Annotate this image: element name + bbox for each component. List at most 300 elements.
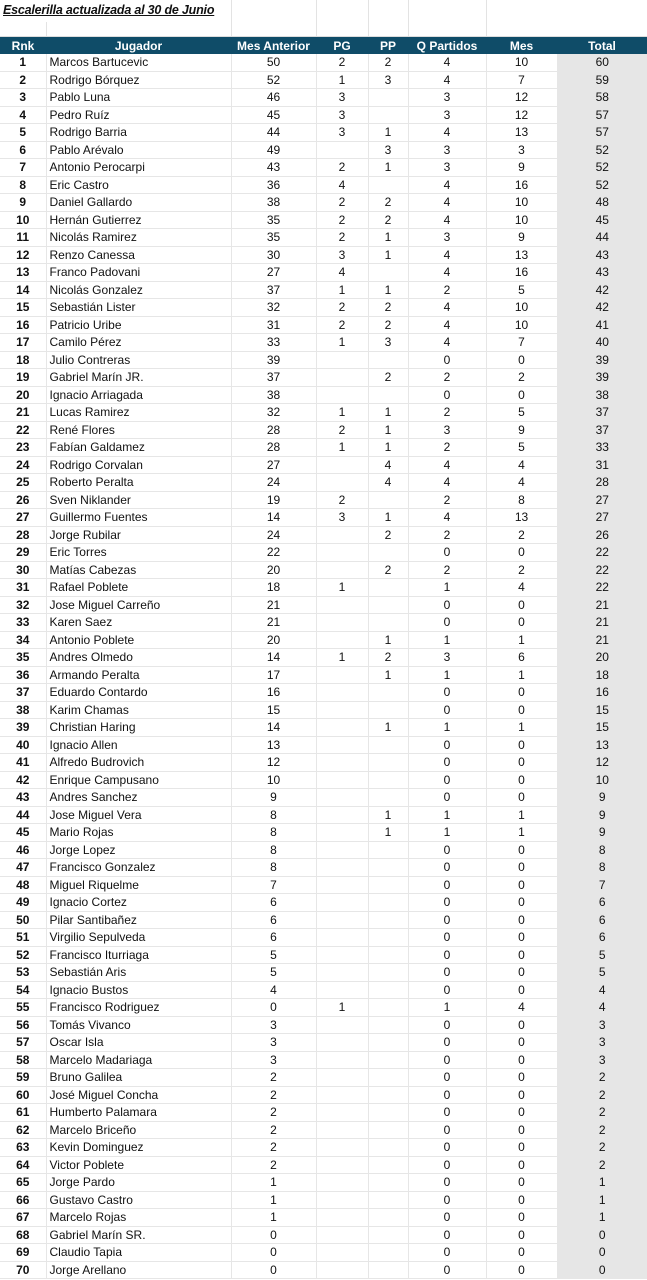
jugador-cell[interactable]: Patricio Uribe	[46, 316, 231, 334]
q-partidos-cell[interactable]: 0	[408, 1086, 486, 1104]
jugador-cell[interactable]: Oscar Isla	[46, 1034, 231, 1052]
total-cell[interactable]: 2	[557, 1069, 647, 1087]
rnk-cell[interactable]: 18	[0, 351, 46, 369]
total-cell[interactable]: 0	[557, 1244, 647, 1262]
mes-anterior-cell[interactable]: 27	[231, 456, 316, 474]
mes-cell[interactable]: 1	[486, 719, 557, 737]
total-cell[interactable]: 42	[557, 299, 647, 317]
rnk-cell[interactable]: 63	[0, 1139, 46, 1157]
q-partidos-cell[interactable]: 0	[408, 1174, 486, 1192]
jugador-cell[interactable]: Roberto Peralta	[46, 474, 231, 492]
total-cell[interactable]: 22	[557, 561, 647, 579]
pg-cell[interactable]	[316, 456, 368, 474]
mes-anterior-cell[interactable]: 8	[231, 859, 316, 877]
q-partidos-cell[interactable]: 4	[408, 71, 486, 89]
pp-cell[interactable]	[368, 1121, 408, 1139]
jugador-cell[interactable]: Enrique Campusano	[46, 771, 231, 789]
pp-cell[interactable]	[368, 1069, 408, 1087]
mes-anterior-cell[interactable]: 24	[231, 526, 316, 544]
total-cell[interactable]: 1	[557, 1191, 647, 1209]
pg-cell[interactable]	[316, 631, 368, 649]
rnk-cell[interactable]: 34	[0, 631, 46, 649]
pp-cell[interactable]: 3	[368, 334, 408, 352]
rnk-cell[interactable]: 40	[0, 736, 46, 754]
jugador-cell[interactable]: Jose Miguel Vera	[46, 806, 231, 824]
pg-cell[interactable]	[316, 719, 368, 737]
mes-anterior-cell[interactable]: 39	[231, 351, 316, 369]
rnk-cell[interactable]: 53	[0, 964, 46, 982]
mes-cell[interactable]: 4	[486, 579, 557, 597]
mes-anterior-cell[interactable]: 49	[231, 141, 316, 159]
pg-cell[interactable]	[316, 526, 368, 544]
mes-cell[interactable]: 2	[486, 526, 557, 544]
mes-anterior-cell[interactable]: 14	[231, 719, 316, 737]
jugador-cell[interactable]: Francisco Iturriaga	[46, 946, 231, 964]
jugador-cell[interactable]: Sven Niklander	[46, 491, 231, 509]
q-partidos-cell[interactable]: 3	[408, 141, 486, 159]
mes-anterior-cell[interactable]: 46	[231, 89, 316, 107]
mes-anterior-cell[interactable]: 20	[231, 631, 316, 649]
rnk-cell[interactable]: 38	[0, 701, 46, 719]
rnk-cell[interactable]: 59	[0, 1069, 46, 1087]
mes-cell[interactable]: 0	[486, 1121, 557, 1139]
rnk-cell[interactable]: 32	[0, 596, 46, 614]
jugador-cell[interactable]: Pablo Luna	[46, 89, 231, 107]
pp-cell[interactable]	[368, 1051, 408, 1069]
mes-anterior-cell[interactable]: 21	[231, 614, 316, 632]
rnk-cell[interactable]: 26	[0, 491, 46, 509]
mes-cell[interactable]: 0	[486, 614, 557, 632]
rnk-cell[interactable]: 29	[0, 544, 46, 562]
total-cell[interactable]: 37	[557, 421, 647, 439]
pg-cell[interactable]	[316, 771, 368, 789]
pg-cell[interactable]	[316, 596, 368, 614]
rnk-cell[interactable]: 28	[0, 526, 46, 544]
total-cell[interactable]: 4	[557, 981, 647, 999]
rnk-cell[interactable]: 8	[0, 176, 46, 194]
q-partidos-cell[interactable]: 0	[408, 1139, 486, 1157]
q-partidos-cell[interactable]: 0	[408, 1034, 486, 1052]
q-partidos-cell[interactable]: 0	[408, 1051, 486, 1069]
total-cell[interactable]: 1	[557, 1209, 647, 1227]
jugador-cell[interactable]: Humberto Palamara	[46, 1104, 231, 1122]
q-partidos-cell[interactable]: 0	[408, 1121, 486, 1139]
rnk-cell[interactable]: 11	[0, 229, 46, 247]
mes-cell[interactable]: 3	[486, 141, 557, 159]
rnk-cell[interactable]: 16	[0, 316, 46, 334]
pg-cell[interactable]	[316, 369, 368, 387]
mes-cell[interactable]: 0	[486, 981, 557, 999]
pg-cell[interactable]	[316, 964, 368, 982]
total-cell[interactable]: 20	[557, 649, 647, 667]
total-cell[interactable]: 58	[557, 89, 647, 107]
pg-cell[interactable]	[316, 1244, 368, 1262]
jugador-cell[interactable]: Ignacio Bustos	[46, 981, 231, 999]
total-cell[interactable]: 60	[557, 54, 647, 71]
jugador-cell[interactable]: René Flores	[46, 421, 231, 439]
total-cell[interactable]: 52	[557, 176, 647, 194]
pg-cell[interactable]: 2	[316, 421, 368, 439]
jugador-cell[interactable]: Sebastián Aris	[46, 964, 231, 982]
header-q-partidos[interactable]: Q Partidos	[408, 37, 486, 54]
jugador-cell[interactable]: Marcelo Rojas	[46, 1209, 231, 1227]
rnk-cell[interactable]: 31	[0, 579, 46, 597]
pp-cell[interactable]: 2	[368, 316, 408, 334]
q-partidos-cell[interactable]: 1	[408, 719, 486, 737]
rnk-cell[interactable]: 51	[0, 929, 46, 947]
pg-cell[interactable]	[316, 614, 368, 632]
mes-cell[interactable]: 9	[486, 229, 557, 247]
mes-cell[interactable]: 9	[486, 159, 557, 177]
mes-anterior-cell[interactable]: 13	[231, 736, 316, 754]
pp-cell[interactable]: 4	[368, 456, 408, 474]
mes-anterior-cell[interactable]: 38	[231, 386, 316, 404]
q-partidos-cell[interactable]: 2	[408, 281, 486, 299]
pg-cell[interactable]: 1	[316, 579, 368, 597]
mes-anterior-cell[interactable]: 0	[231, 1244, 316, 1262]
pp-cell[interactable]: 2	[368, 369, 408, 387]
mes-anterior-cell[interactable]: 28	[231, 439, 316, 457]
mes-cell[interactable]: 0	[486, 911, 557, 929]
header-rnk[interactable]: Rnk	[0, 37, 46, 54]
pp-cell[interactable]: 1	[368, 439, 408, 457]
mes-anterior-cell[interactable]: 7	[231, 876, 316, 894]
total-cell[interactable]: 8	[557, 841, 647, 859]
rnk-cell[interactable]: 30	[0, 561, 46, 579]
jugador-cell[interactable]: Antonio Perocarpi	[46, 159, 231, 177]
jugador-cell[interactable]: Lucas Ramirez	[46, 404, 231, 422]
rnk-cell[interactable]: 43	[0, 789, 46, 807]
pp-cell[interactable]	[368, 106, 408, 124]
total-cell[interactable]: 28	[557, 474, 647, 492]
jugador-cell[interactable]: Gabriel Marín JR.	[46, 369, 231, 387]
jugador-cell[interactable]: Nicolás Gonzalez	[46, 281, 231, 299]
q-partidos-cell[interactable]: 0	[408, 876, 486, 894]
mes-anterior-cell[interactable]: 33	[231, 334, 316, 352]
pg-cell[interactable]	[316, 666, 368, 684]
mes-anterior-cell[interactable]: 18	[231, 579, 316, 597]
mes-anterior-cell[interactable]: 12	[231, 754, 316, 772]
pp-cell[interactable]: 1	[368, 666, 408, 684]
pg-cell[interactable]: 4	[316, 176, 368, 194]
mes-anterior-cell[interactable]: 35	[231, 229, 316, 247]
total-cell[interactable]: 43	[557, 246, 647, 264]
pg-cell[interactable]: 1	[316, 649, 368, 667]
pg-cell[interactable]	[316, 701, 368, 719]
rnk-cell[interactable]: 2	[0, 71, 46, 89]
mes-anterior-cell[interactable]: 31	[231, 316, 316, 334]
pg-cell[interactable]: 1	[316, 281, 368, 299]
jugador-cell[interactable]: Nicolás Ramirez	[46, 229, 231, 247]
pg-cell[interactable]	[316, 929, 368, 947]
mes-cell[interactable]: 0	[486, 859, 557, 877]
rnk-cell[interactable]: 56	[0, 1016, 46, 1034]
total-cell[interactable]: 39	[557, 351, 647, 369]
jugador-cell[interactable]: Jorge Arellano	[46, 1261, 231, 1279]
pp-cell[interactable]	[368, 1174, 408, 1192]
mes-cell[interactable]: 0	[486, 1069, 557, 1087]
mes-cell[interactable]: 0	[486, 1191, 557, 1209]
q-partidos-cell[interactable]: 0	[408, 596, 486, 614]
mes-anterior-cell[interactable]: 0	[231, 999, 316, 1017]
total-cell[interactable]: 4	[557, 999, 647, 1017]
pg-cell[interactable]	[316, 1226, 368, 1244]
pg-cell[interactable]	[316, 1121, 368, 1139]
mes-cell[interactable]: 0	[486, 876, 557, 894]
mes-cell[interactable]: 5	[486, 404, 557, 422]
rnk-cell[interactable]: 10	[0, 211, 46, 229]
pp-cell[interactable]	[368, 736, 408, 754]
mes-anterior-cell[interactable]: 32	[231, 299, 316, 317]
rnk-cell[interactable]: 6	[0, 141, 46, 159]
pp-cell[interactable]: 2	[368, 194, 408, 212]
pg-cell[interactable]	[316, 754, 368, 772]
total-cell[interactable]: 1	[557, 1174, 647, 1192]
jugador-cell[interactable]: Miguel Riquelme	[46, 876, 231, 894]
pp-cell[interactable]	[368, 491, 408, 509]
jugador-cell[interactable]: Pedro Ruíz	[46, 106, 231, 124]
jugador-cell[interactable]: Rodrigo Bórquez	[46, 71, 231, 89]
q-partidos-cell[interactable]: 4	[408, 334, 486, 352]
pp-cell[interactable]	[368, 999, 408, 1017]
mes-cell[interactable]: 7	[486, 334, 557, 352]
q-partidos-cell[interactable]: 4	[408, 264, 486, 282]
rnk-cell[interactable]: 9	[0, 194, 46, 212]
pp-cell[interactable]: 1	[368, 509, 408, 527]
total-cell[interactable]: 9	[557, 806, 647, 824]
total-cell[interactable]: 5	[557, 946, 647, 964]
pp-cell[interactable]: 2	[368, 211, 408, 229]
q-partidos-cell[interactable]: 3	[408, 649, 486, 667]
pp-cell[interactable]: 1	[368, 159, 408, 177]
jugador-cell[interactable]: Mario Rojas	[46, 824, 231, 842]
rnk-cell[interactable]: 17	[0, 334, 46, 352]
pp-cell[interactable]: 2	[368, 54, 408, 71]
pg-cell[interactable]	[316, 1034, 368, 1052]
total-cell[interactable]: 2	[557, 1104, 647, 1122]
total-cell[interactable]: 13	[557, 736, 647, 754]
mes-cell[interactable]: 6	[486, 649, 557, 667]
pg-cell[interactable]	[316, 1016, 368, 1034]
rnk-cell[interactable]: 4	[0, 106, 46, 124]
q-partidos-cell[interactable]: 3	[408, 421, 486, 439]
pg-cell[interactable]	[316, 894, 368, 912]
pg-cell[interactable]: 3	[316, 246, 368, 264]
header-mes[interactable]: Mes	[486, 37, 557, 54]
pp-cell[interactable]: 1	[368, 404, 408, 422]
mes-anterior-cell[interactable]: 37	[231, 369, 316, 387]
rnk-cell[interactable]: 39	[0, 719, 46, 737]
mes-cell[interactable]: 0	[486, 771, 557, 789]
mes-cell[interactable]: 10	[486, 211, 557, 229]
mes-cell[interactable]: 0	[486, 544, 557, 562]
q-partidos-cell[interactable]: 0	[408, 736, 486, 754]
pg-cell[interactable]	[316, 841, 368, 859]
total-cell[interactable]: 33	[557, 439, 647, 457]
rnk-cell[interactable]: 65	[0, 1174, 46, 1192]
mes-cell[interactable]: 13	[486, 124, 557, 142]
pg-cell[interactable]: 2	[316, 54, 368, 71]
mes-anterior-cell[interactable]: 14	[231, 509, 316, 527]
rnk-cell[interactable]: 66	[0, 1191, 46, 1209]
pp-cell[interactable]	[368, 1191, 408, 1209]
mes-anterior-cell[interactable]: 32	[231, 404, 316, 422]
mes-cell[interactable]: 0	[486, 946, 557, 964]
mes-cell[interactable]: 0	[486, 1051, 557, 1069]
pp-cell[interactable]: 1	[368, 124, 408, 142]
pp-cell[interactable]	[368, 789, 408, 807]
mes-cell[interactable]: 8	[486, 491, 557, 509]
total-cell[interactable]: 3	[557, 1051, 647, 1069]
pg-cell[interactable]	[316, 1139, 368, 1157]
total-cell[interactable]: 40	[557, 334, 647, 352]
pg-cell[interactable]: 2	[316, 299, 368, 317]
q-partidos-cell[interactable]: 0	[408, 964, 486, 982]
pg-cell[interactable]	[316, 1191, 368, 1209]
jugador-cell[interactable]: Fabían Galdamez	[46, 439, 231, 457]
jugador-cell[interactable]: Rodrigo Corvalan	[46, 456, 231, 474]
q-partidos-cell[interactable]: 0	[408, 544, 486, 562]
mes-cell[interactable]: 0	[486, 1174, 557, 1192]
mes-cell[interactable]: 0	[486, 1261, 557, 1279]
pg-cell[interactable]: 1	[316, 999, 368, 1017]
total-cell[interactable]: 22	[557, 579, 647, 597]
mes-anterior-cell[interactable]: 37	[231, 281, 316, 299]
mes-anterior-cell[interactable]: 17	[231, 666, 316, 684]
mes-anterior-cell[interactable]: 2	[231, 1156, 316, 1174]
pg-cell[interactable]	[316, 474, 368, 492]
mes-anterior-cell[interactable]: 27	[231, 264, 316, 282]
q-partidos-cell[interactable]: 0	[408, 859, 486, 877]
q-partidos-cell[interactable]: 0	[408, 911, 486, 929]
mes-cell[interactable]: 0	[486, 754, 557, 772]
mes-cell[interactable]: 4	[486, 474, 557, 492]
q-partidos-cell[interactable]: 1	[408, 999, 486, 1017]
total-cell[interactable]: 26	[557, 526, 647, 544]
header-total[interactable]: Total	[557, 37, 647, 54]
total-cell[interactable]: 37	[557, 404, 647, 422]
mes-cell[interactable]: 0	[486, 684, 557, 702]
total-cell[interactable]: 52	[557, 159, 647, 177]
rnk-cell[interactable]: 5	[0, 124, 46, 142]
pp-cell[interactable]	[368, 1244, 408, 1262]
pg-cell[interactable]: 3	[316, 89, 368, 107]
rnk-cell[interactable]: 61	[0, 1104, 46, 1122]
mes-cell[interactable]: 12	[486, 89, 557, 107]
mes-anterior-cell[interactable]: 24	[231, 474, 316, 492]
jugador-cell[interactable]: Ignacio Arriagada	[46, 386, 231, 404]
pg-cell[interactable]	[316, 386, 368, 404]
q-partidos-cell[interactable]: 0	[408, 1069, 486, 1087]
mes-anterior-cell[interactable]: 3	[231, 1051, 316, 1069]
pp-cell[interactable]	[368, 684, 408, 702]
mes-cell[interactable]: 12	[486, 106, 557, 124]
q-partidos-cell[interactable]: 4	[408, 124, 486, 142]
rnk-cell[interactable]: 68	[0, 1226, 46, 1244]
pp-cell[interactable]	[368, 876, 408, 894]
q-partidos-cell[interactable]: 1	[408, 806, 486, 824]
mes-anterior-cell[interactable]: 20	[231, 561, 316, 579]
jugador-cell[interactable]: Jorge Rubilar	[46, 526, 231, 544]
total-cell[interactable]: 2	[557, 1156, 647, 1174]
rnk-cell[interactable]: 23	[0, 439, 46, 457]
rnk-cell[interactable]: 52	[0, 946, 46, 964]
mes-cell[interactable]: 0	[486, 1156, 557, 1174]
rnk-cell[interactable]: 54	[0, 981, 46, 999]
jugador-cell[interactable]: Claudio Tapia	[46, 1244, 231, 1262]
q-partidos-cell[interactable]: 2	[408, 404, 486, 422]
pp-cell[interactable]: 2	[368, 649, 408, 667]
sheet-title[interactable]: Escalerilla actualizada al 30 de Junio	[3, 3, 215, 17]
q-partidos-cell[interactable]: 0	[408, 771, 486, 789]
total-cell[interactable]: 21	[557, 614, 647, 632]
mes-anterior-cell[interactable]: 8	[231, 806, 316, 824]
mes-anterior-cell[interactable]: 35	[231, 211, 316, 229]
pp-cell[interactable]: 1	[368, 246, 408, 264]
total-cell[interactable]: 9	[557, 789, 647, 807]
pp-cell[interactable]	[368, 894, 408, 912]
jugador-cell[interactable]: Tomás Vivanco	[46, 1016, 231, 1034]
pg-cell[interactable]	[316, 684, 368, 702]
mes-cell[interactable]: 13	[486, 246, 557, 264]
q-partidos-cell[interactable]: 3	[408, 106, 486, 124]
total-cell[interactable]: 59	[557, 71, 647, 89]
pg-cell[interactable]	[316, 351, 368, 369]
jugador-cell[interactable]: Jorge Pardo	[46, 1174, 231, 1192]
mes-anterior-cell[interactable]: 43	[231, 159, 316, 177]
mes-anterior-cell[interactable]: 6	[231, 929, 316, 947]
jugador-cell[interactable]: Gabriel Marín SR.	[46, 1226, 231, 1244]
total-cell[interactable]: 39	[557, 369, 647, 387]
pp-cell[interactable]	[368, 176, 408, 194]
q-partidos-cell[interactable]: 0	[408, 789, 486, 807]
rnk-cell[interactable]: 60	[0, 1086, 46, 1104]
total-cell[interactable]: 15	[557, 719, 647, 737]
pp-cell[interactable]	[368, 754, 408, 772]
q-partidos-cell[interactable]: 0	[408, 946, 486, 964]
total-cell[interactable]: 7	[557, 876, 647, 894]
rnk-cell[interactable]: 45	[0, 824, 46, 842]
pg-cell[interactable]: 2	[316, 194, 368, 212]
rnk-cell[interactable]: 42	[0, 771, 46, 789]
mes-cell[interactable]: 0	[486, 1104, 557, 1122]
mes-anterior-cell[interactable]: 3	[231, 1034, 316, 1052]
pg-cell[interactable]	[316, 859, 368, 877]
total-cell[interactable]: 12	[557, 754, 647, 772]
mes-cell[interactable]: 7	[486, 71, 557, 89]
mes-anterior-cell[interactable]: 2	[231, 1104, 316, 1122]
q-partidos-cell[interactable]: 0	[408, 684, 486, 702]
q-partidos-cell[interactable]: 2	[408, 561, 486, 579]
jugador-cell[interactable]: Franco Padovani	[46, 264, 231, 282]
mes-anterior-cell[interactable]: 6	[231, 911, 316, 929]
q-partidos-cell[interactable]: 2	[408, 439, 486, 457]
mes-cell[interactable]: 0	[486, 841, 557, 859]
jugador-cell[interactable]: Christian Haring	[46, 719, 231, 737]
pg-cell[interactable]	[316, 876, 368, 894]
q-partidos-cell[interactable]: 4	[408, 299, 486, 317]
pg-cell[interactable]	[316, 1174, 368, 1192]
pg-cell[interactable]	[316, 1051, 368, 1069]
mes-cell[interactable]: 16	[486, 264, 557, 282]
mes-anterior-cell[interactable]: 30	[231, 246, 316, 264]
mes-cell[interactable]: 10	[486, 299, 557, 317]
total-cell[interactable]: 9	[557, 824, 647, 842]
rnk-cell[interactable]: 69	[0, 1244, 46, 1262]
pg-cell[interactable]	[316, 1104, 368, 1122]
total-cell[interactable]: 5	[557, 964, 647, 982]
pp-cell[interactable]	[368, 1156, 408, 1174]
